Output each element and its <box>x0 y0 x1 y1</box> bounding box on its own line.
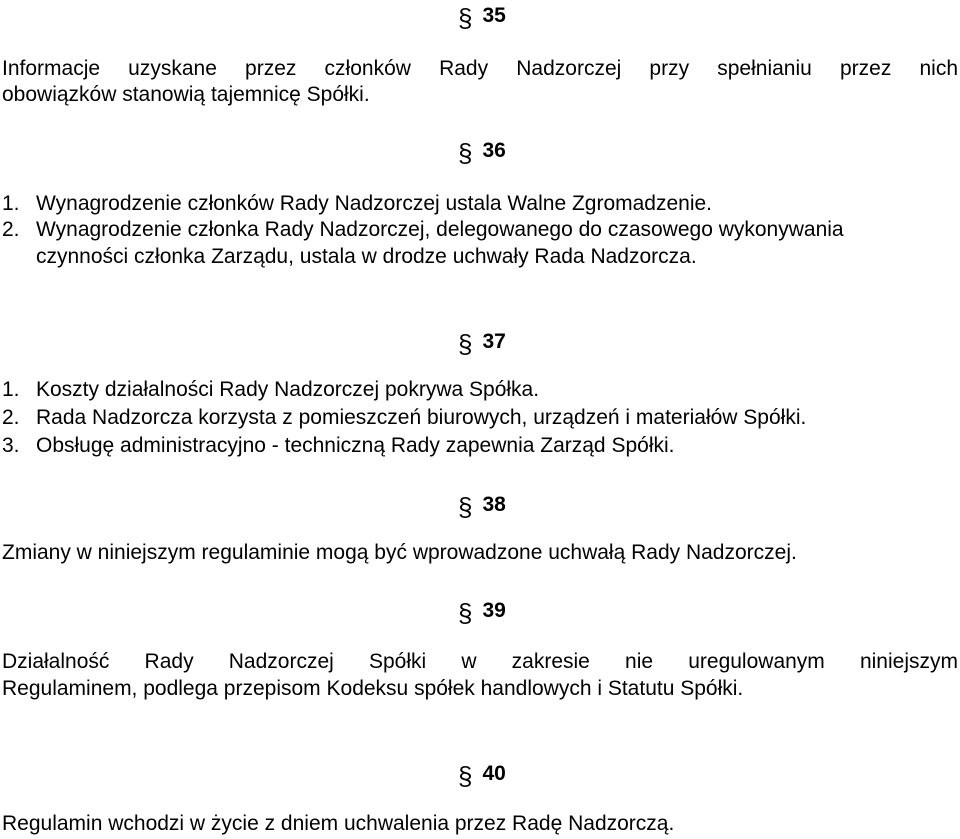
list-item-text: Wynagrodzenie członków Rady Nadzorczej ustala Walne Zgromadzenie. <box>36 192 713 215</box>
section-heading-35 <box>458 0 506 33</box>
section-number: 36 <box>482 139 506 162</box>
section-number: 37 <box>482 330 506 353</box>
section-number: 40 <box>482 762 506 785</box>
paragraph-39-line-1: Działalność Rady Nadzorczej Spółki w zakresie nie uregulowanym niniejszym <box>2 650 958 673</box>
paragraph-35-line-1: Informacje uzyskane przez członków Rady Nadzorczej przy spełnianiu przez nich <box>2 57 958 80</box>
section-number: 35 <box>482 4 506 27</box>
section-heading-40 <box>458 758 506 791</box>
section-heading-38 <box>458 489 506 522</box>
section-number: 39 <box>482 599 506 622</box>
section-heading-39 <box>458 595 506 628</box>
section-sign: § <box>458 761 473 791</box>
list-item-text: Koszty działalności Rady Nadzorczej pokrywa Spółka. <box>36 378 540 401</box>
paragraph-39-line-2: Regulaminem, podlega przepisom Kodeksu spółek handlowych i Statutu Spółki. <box>2 677 744 700</box>
list-item-text: Obsługę administracyjno - techniczną Rady zapewnia Zarząd Spółki. <box>36 434 675 457</box>
section-heading-36 <box>458 135 506 168</box>
list-item-number: 2. <box>2 218 20 241</box>
list-item-37-3 <box>2 433 674 459</box>
section-sign: § <box>458 492 473 522</box>
paragraph-35-line-2: obowiązków stanowią tajemnicę Spółki. <box>2 83 370 106</box>
section-number: 38 <box>482 493 506 516</box>
section-sign: § <box>458 3 473 33</box>
section-sign: § <box>458 329 473 359</box>
list-item-text: Rada Nadzorcza korzysta z pomieszczeń biurowych, urządzeń i materiałów Spółki. <box>36 406 807 429</box>
paragraph-40: Regulamin wchodzi w życie z dniem uchwalenia przez Radę Nadzorczą. <box>2 812 675 835</box>
list-item-37-1 <box>2 377 539 403</box>
section-heading-37 <box>458 326 506 359</box>
list-item-37-2 <box>2 405 806 431</box>
list-item-number: 3. <box>2 434 20 457</box>
section-sign: § <box>458 598 473 628</box>
list-item-36-1 <box>2 191 712 217</box>
list-item-36-2-continuation: czynności członka Zarządu, ustala w drodze uchwały Rada Nadzorcza. <box>36 245 697 268</box>
list-item-number: 1. <box>2 192 20 215</box>
list-item-36-2 <box>2 217 844 243</box>
list-item-number: 2. <box>2 406 20 429</box>
list-item-text: Wynagrodzenie członka Rady Nadzorczej, delegowanego do czasowego wykonywania <box>36 218 844 241</box>
paragraph-38: Zmiany w niniejszym regulaminie mogą być wprowadzone uchwałą Rady Nadzorczej. <box>2 541 797 564</box>
section-sign: § <box>458 138 473 168</box>
list-item-number: 1. <box>2 378 20 401</box>
